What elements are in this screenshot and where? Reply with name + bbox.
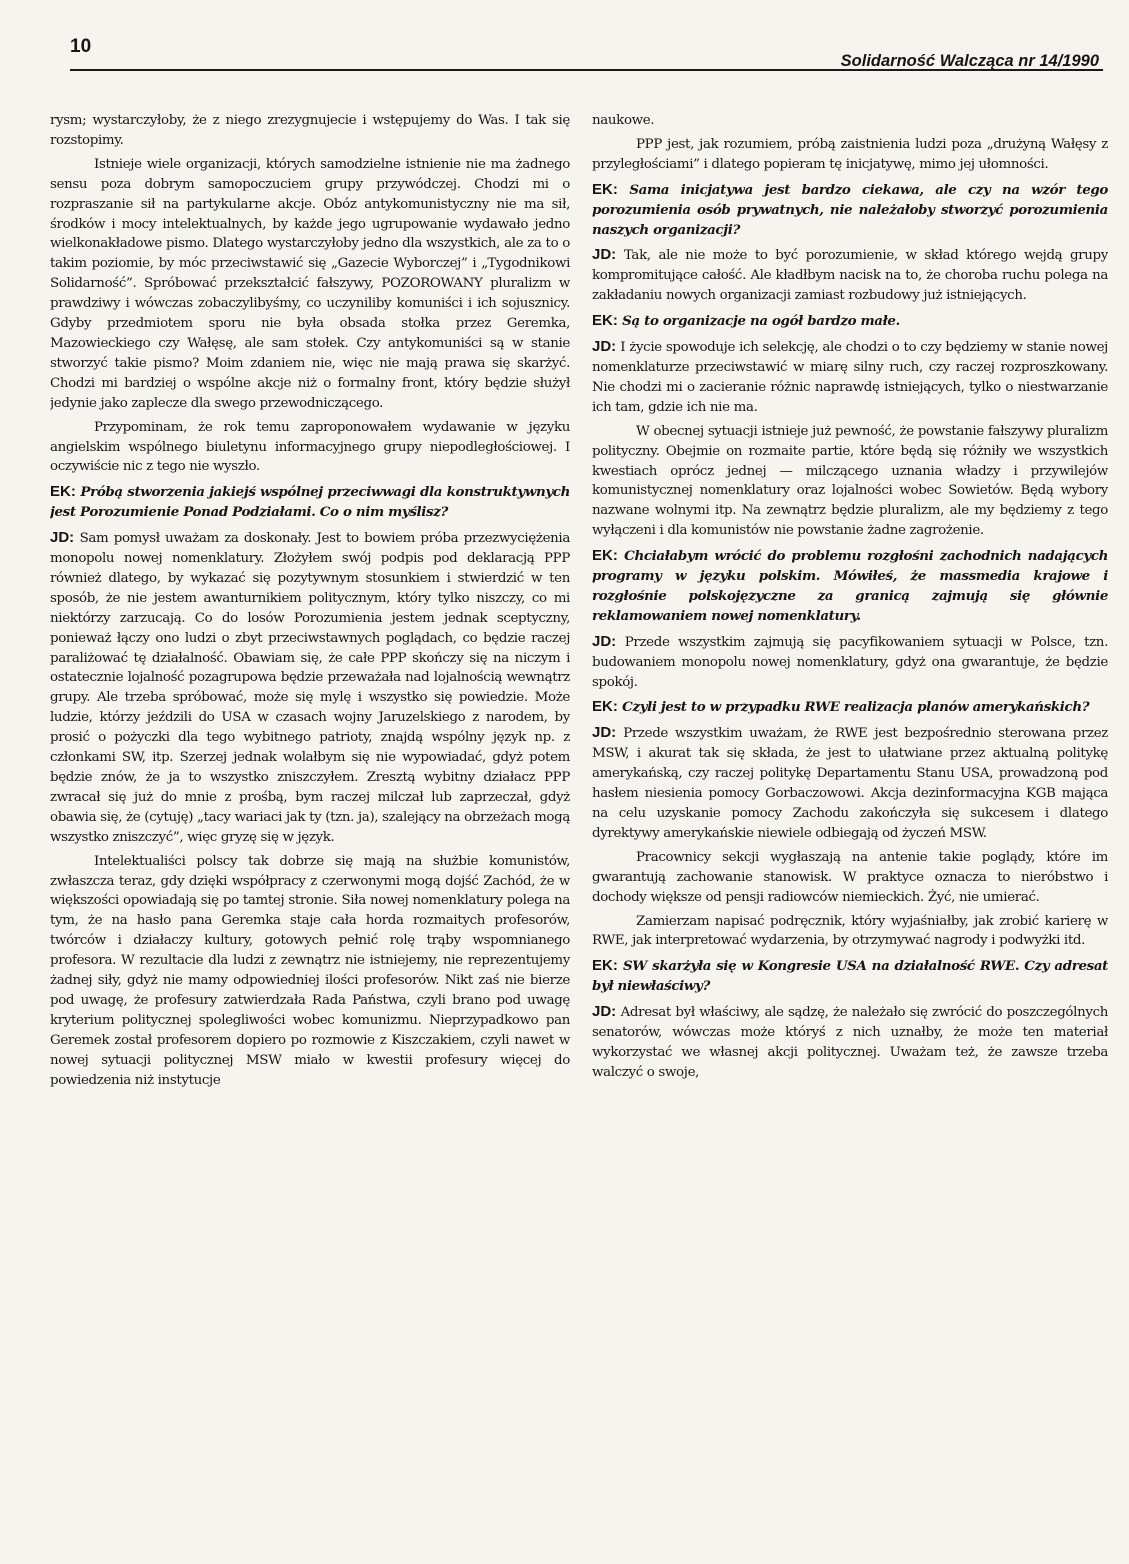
paragraph-text: Sam pomysł uważam za doskonały. Jest to bowiem próba przezwyciężenia monopolu nowej nomenklatury. Złożyłem swój podpis pod deklaracją PPP również dlatego, by wykazać się pozytywnym stosunkiem i stwierdzić w ten sposób, że nie jestem awanturnikiem politycznym, który tylko niszczy, co mi niektórzy zarzucają. Co do losów Porozumienia jestem jednak sceptyczny, ponieważ łączy ono ludzi o zbyt przeciwstawnych poglądach, co będzie raczej paraliżować tę działalność. Obawiam się, że całe PPP skończy się na niczym i ostatecznie lojalność pozagrupowa będzie przeważała nad lojalnością wewnątrz grupy. Ale trzeba spróbować, może się mylę i wszystko się powiedzie. Może ludzie, którzy jeździli do USA w czasach wojny Jaruzelskiego z narodem, by prosić o pożyczki dla tego wybitnego patrioty, znajdą wspólny język np. z członkami SW, itp. Szerzej jednak wolałbym się nie wypowiadać, gdyż potem będzie znów, że ja to wszystko zniszczyłem. Zresztą wybitny działacz PPP zwracał się już do mnie z prośbą, bym raczej milczał lub zaprzeczał, gdyż obawia się, że (cytuję) „tacy wariaci jak ty (tzn. ja), szalejący na obrzeżach mogą wszystko zniszczyć”, więc gryzę się w język. — [50, 531, 570, 845]
interview-answer — [592, 1002, 1108, 1083]
interview-question — [592, 956, 1108, 997]
paragraph — [50, 852, 570, 1091]
right-column — [592, 111, 1108, 1551]
interview-answer — [592, 337, 1108, 418]
speaker-label: JD: — [592, 1003, 617, 1021]
speaker-label: JD: — [592, 724, 617, 742]
speaker-label: JD: — [592, 338, 617, 356]
interview-question — [592, 546, 1108, 627]
paragraph-text: Zamierzam napisać podręcznik, który wyjaśniałby, jak zrobić karierę w RWE, jak interpretować wydarzenia, by otrzymywać nagrody i podwyżki itd. — [592, 913, 1108, 949]
paragraph-text: Próbą stworzenia jakiejś wspólnej przeciwwagi dla konstruktywnych jest Porozumienie Ponad Podziałami. Co o nim myślisz? — [50, 484, 570, 521]
speaker-label: EK: — [592, 698, 618, 716]
paragraph-text: Tak, ale nie może to być porozumienie, w skład którego wejdą grupy kompromitujące całość. Ale kładłbym nacisk na to, że choroba ruchu polega na zakładaniu nowych organizacji zamiast rozbudowy już istniejących. — [592, 248, 1108, 304]
interview-answer — [592, 723, 1108, 843]
paragraph — [50, 111, 570, 151]
paragraph-text: Są to organizacje na ogół bardzo małe. — [622, 313, 900, 330]
paragraph — [592, 422, 1108, 541]
paragraph-text: SW skarżyła się w Kongresie USA na działalność RWE. Czy adresat był niewłaściwy? — [592, 958, 1108, 995]
paragraph-text: Sama inicjatywa jest bardzo ciekawa, ale czy na wzór tego porozumienia osób prywatnych, nie należałoby stworzyć porozumienia naszych organizacji? — [592, 181, 1108, 238]
paragraph-text: Czyli jest to w przypadku RWE realizacja planów amerykańskich? — [622, 699, 1090, 716]
paragraph-text: W obecnej sytuacji istnieje już pewność, że powstanie fałszywy pluralizm polityczny. Obejmie on rozmaite partie, które będą się różniły we wszystkich kwestiach oprócz jednej — milczącego uznania władzy i przywilejów komunistycznej nomenklatury oraz lojalności wobec Sowietów. Będą wybory nazwane wolnymi itp. Na zewnątrz będzie pluralizm, ale my będziemy z tego wyłączeni i dla komunistów nie powstanie żadne zagrożenie. — [592, 423, 1108, 539]
paragraph — [592, 912, 1108, 952]
paragraph — [50, 155, 570, 414]
running-title: Solidarność Walcząca nr 14/1990 — [840, 52, 1099, 70]
paragraph-text: Przede wszystkim uważam, że RWE jest bezpośrednio sterowana przez MSW, i akurat tak się składa, że jest to ułatwiane przez aktualną politykę amerykańską, czy raczej politykę Departamentu Stanu USA, prowadzoną pod hasłem niesienia pomocy Gorbaczowowi. Akcja dezinformacyjna KGB mająca na celu uzyskanie pomocy Zachodu zakończyła się sukcesem i dlatego dyrektywy amerykańskie niewiele odbiegają od życzeń MSW. — [592, 726, 1108, 841]
speaker-label: EK: — [592, 312, 618, 330]
interview-answer — [592, 632, 1108, 693]
paragraph — [50, 418, 570, 478]
paragraph-text: Adresat był właściwy, ale sądzę, że należało się zwrócić do poszczególnych senatorów, wówczas może któryś z nich uznałby, że może ten materiał wykorzystać we własnej akcji politycznej. Uważam też, że zawsze trzeba walczyć o swoje, — [592, 1005, 1108, 1080]
speaker-label: EK: — [592, 547, 618, 565]
paragraph — [592, 135, 1108, 175]
speaker-label: JD: — [592, 632, 617, 650]
paragraph-text: PPP jest, jak rozumiem, próbą zaistnienia ludzi poza „drużyną Wałęsy z przyległościami” i dlatego popieram tę inicjatywę, mimo jej ułomności. — [592, 136, 1108, 172]
paragraph-text: Intelektualiści polscy tak dobrze się mają na służbie komunistów, zwłaszcza teraz, gdy dzięki współpracy z czerwonymi mogą dojść Zachód, że w większości opowiadają się po tamtej stronie. Siła nowej nomenklatury polega na tym, że na hasło pana Geremka staje cała horda rozmaitych profesorów, twórców i działaczy kultury, gotowych pełnić rolę trąby wspomnianego profesora. W rezultacie dla ludzi z zewnątrz nie istniejemy, nie reprezentujemy żadnej siły, gdyż nie mamy odpowiedniej ilości profesorów. Nikt zaś nie bierze pod uwagę, że profesury zatwierdzała Rada Państwa, czyli brano pod uwagę kryterium politycznej spolegliwości wobec komunizmu. Nieprzypadkowo pan Geremek został profesorem dopiero po rozmowie z Kiszczakiem, czyli nawet w nowej sytuacji politycznej MSW miało w kwestii profesury więcej do powiedzenia niż instytucje — [50, 853, 570, 1088]
paragraph-text: Istnieje wiele organizacji, których samodzielne istnienie nie ma żadnego sensu poza dobrym samopoczuciem grupy przywódczej. Chodzi mi o rozpraszanie sił na partykularne akcje. Obóz antykomunistyczny nie ma sił, środków i mocy intelektualnych, by każde jego ugrupowanie wydawało jedno wielkonakładowe pismo. Dlatego wystarczyłoby jedno dla wszystkich, ale za to o takim poziomie, by móc przeciwstawić się „Gazecie Wyborczej” i „Tygodnikowi Solidarność”. Spróbować przekształcić fałszywy, POZOROWANY pluralizm w prawdziwy i wówczas zobaczylibyśmy, co uczyniliby komuniści i ich sojusznicy. Gdyby przedmiotem sporu nie była obsada stołka przez Geremka, Mazowieckiego czy Wałęsę, ale sam stołek. Czy antykomuniści są w stanie stworzyć takie pismo? Moim zdaniem nie, więc nie mają prawa się skarżyć. Chodzi mi bardziej o wspólne akcje niż o formalny front, który będzie służył jedynie jako zaplecze dla swego przewodniczącego. — [50, 156, 570, 411]
interview-question — [592, 180, 1108, 241]
paragraph-text: Chciałabym wrócić do problemu rozgłośni zachodnich nadających programy w języku polskim. Mówiłeś, że massmedia krajowe i rozgłośnie polskojęzyczne za granicą zajmują się głównie reklamowaniem nowej nomenklatury. — [592, 548, 1108, 624]
interview-question — [592, 311, 1108, 332]
speaker-label: EK: — [50, 483, 76, 501]
speaker-label: JD: — [50, 529, 75, 547]
paragraph-text: Pracownicy sekcji wygłaszają na antenie takie poglądy, które im gwarantują zachowanie stanowisk. W praktyce oznacza to nieróbstwo i dochody większe od pensji radiowców niemieckich. Żyć, nie umierać. — [592, 849, 1108, 905]
paragraph-text: Przede wszystkim zajmują się pacyfikowaniem sytuacji w Polsce, tzn. budowaniem monopolu nowej nomenklatury, gdyż ona gwarantuje, że będzie spokój. — [592, 634, 1108, 690]
interview-question — [592, 697, 1108, 718]
speaker-label: JD: — [592, 246, 617, 264]
interview-answer — [592, 245, 1108, 306]
paragraph-text: Przypominam, że rok temu zaproponowałem wydawanie w języku angielskim wspólnego biuletynu informacyjnego grupy niepodległościowej. I oczywiście nic z tego nie wyszło. — [50, 419, 570, 475]
interview-question — [50, 482, 570, 523]
speaker-label: EK: — [592, 957, 618, 975]
paragraph-text: rysm; wystarczyłoby, że z niego zrezygnujecie i wstępujemy do Was. I tak się rozstopimy. — [50, 113, 570, 148]
paragraph — [592, 848, 1108, 908]
paragraph-text: naukowe. — [592, 113, 655, 128]
left-column — [50, 111, 570, 1551]
interview-answer — [50, 528, 570, 848]
header-rule — [70, 69, 1103, 71]
paragraph — [592, 111, 1108, 131]
page-number: 10 — [70, 36, 92, 57]
paragraph-text: I życie spowoduje ich selekcję, ale chodzi o to czy będziemy w stanie nowej nomenklaturze przeciwstawić w miarę silny ruch, czy raczej rozproszkowany. Nie chodzi mi o zacieranie różnic naprawdę istniejących, tylko o niestwarzanie ich tam, gdzie ich nie ma. — [592, 340, 1108, 415]
speaker-label: EK: — [592, 180, 618, 198]
